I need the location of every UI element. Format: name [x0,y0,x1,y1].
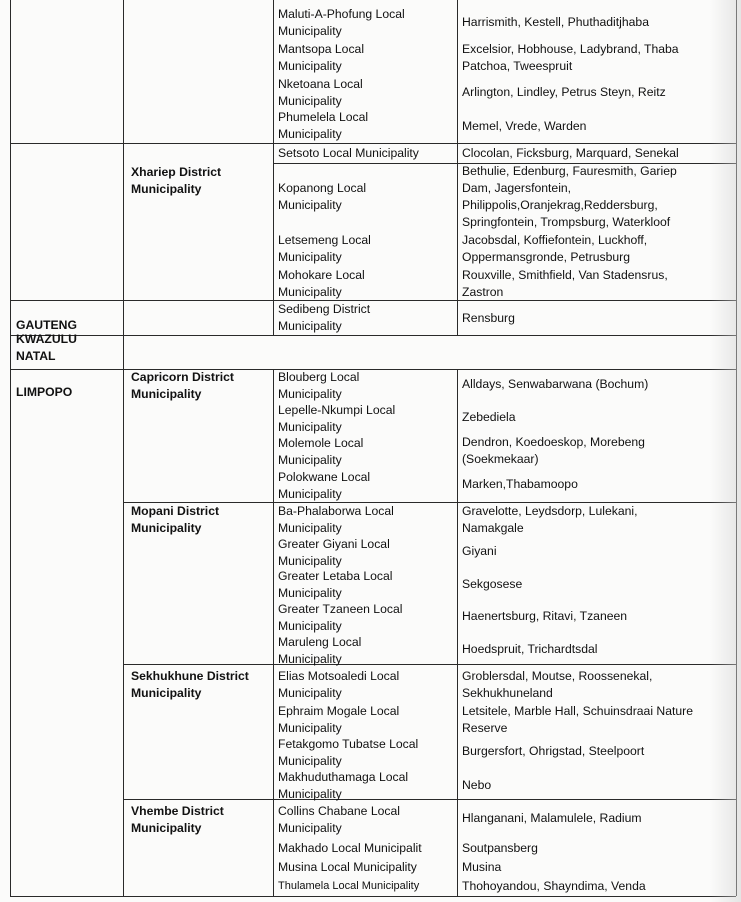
table-row-setsoto-towns-text: Clocolan, Ficksburg, Marquard, Senekal [462,146,679,160]
table-row-nketoana-municipality-text: Nketoana Local [278,77,363,91]
table-row-setsoto-municipality-text: Setsoto Local Municipality [278,146,419,160]
row-divider [273,143,736,144]
table-row-elias-municipality-text: Elias Motsoaledi Local [278,669,400,683]
table-row-fetakgomo-municipality-text: Fetakgomo Tubatse Local [278,737,419,751]
table-row-letsemeng-towns-text: Jacobsdal, Koffiefontein, Luckhoff, [462,233,648,247]
table-row-kopanong-towns-text: Springfontein, Trompsburg, Waterkloof [462,215,671,229]
table-row-tzaneen-municipality-text: Municipality [278,619,342,633]
table-row-tzaneen-municipality-text: Greater Tzaneen Local [278,602,403,616]
table-row-maluti-towns-text: Harrismith, Kestell, Phuthaditjhaba [462,15,649,29]
row-divider [10,369,736,370]
table-row-phumelela-municipality-text: Phumelela Local [278,110,369,124]
table-row-kopanong-towns-text: Philippolis,Oranjekrag,Reddersburg, [462,198,658,212]
table-row-mohokare-municipality-text: Mohokare Local [278,268,365,282]
table-row-makhado-towns-text: Soutpansberg [462,841,538,855]
table-row-blouberg-towns-text: Alldays, Senwabarwana (Bochum) [462,377,649,391]
table-row-ephraim-towns-text: Letsitele, Marble Hall, Schuinsdraai Nature [462,704,693,718]
table-row-sedibeng-province-text: GAUTENG [16,318,77,332]
table-row-mohokare-towns-text: Rouxville, Smithfield, Van Stadensrus, [462,268,668,282]
table-row-mantsopa-towns-text: Patchoa, Tweespruit [462,59,573,73]
table-row-lepelle-towns-text: Zebediela [462,410,516,424]
table-row-baphalaborwa-district-text: Mopani District [131,504,220,518]
table-row-fetakgomo-towns-text: Burgersfort, Ohrigstad, Steelpoort [462,744,645,758]
table-row-sedibeng-municipality-text: Sedibeng District [278,302,371,316]
table-row-giyani-towns-text: Giyani [462,544,497,558]
table-row-elias-municipality-text: Municipality [278,686,342,700]
table-row-kopanong-municipality-text: Kopanong Local [278,181,367,195]
table-row-maluti-municipality-text: Municipality [278,24,342,38]
table-row-letsemeng-municipality-text: Municipality [278,250,342,264]
table-row-elias-towns-text: Sekhukhuneland [462,686,553,700]
column-divider-municipality [273,0,274,335]
column-divider-municipality [273,369,274,896]
table-row-collins-district-text: Municipality [131,821,202,835]
table-row-kopanong-district-text: Municipality [131,182,202,196]
table-row-baphalaborwa-municipality-text: Ba-Phalaborwa Local [278,504,394,518]
table-bottom-border [10,896,736,897]
table-row-collins-towns-text: Hlanganani, Malamulele, Radium [462,811,642,825]
column-divider-district [123,0,124,896]
row-divider [10,335,736,336]
table-row-maluti-municipality-text: Maluti-A-Phofung Local [278,7,405,21]
table-row-lepelle-municipality-text: Municipality [278,420,342,434]
table-row-baphalaborwa-towns-text: Gravelotte, Leydsdorp, Lulekani, [462,504,638,518]
table-row-tzaneen-towns-text: Haenertsburg, Ritavi, Tzaneen [462,609,628,623]
table-row-molemole-towns-text: Dendron, Koedoeskop, Morebeng [462,435,645,449]
table-row-letsemeng-municipality-text: Letsemeng Local [278,233,371,247]
table-row-baphalaborwa-towns-text: Namakgale [462,521,524,535]
table-row-kopanong-towns-text: Bethulie, Edenburg, Fauresmith, Gariep [462,164,677,178]
table-row-fetakgomo-municipality-text: Municipality [278,754,342,768]
table-row-polokwane-municipality-text: Municipality [278,487,342,501]
table-left-border [10,0,11,896]
row-divider [10,300,736,301]
table-row-elias-district-text: Sekhukhune District [131,669,249,683]
table-row-sedibeng-municipality-text: Municipality [278,319,342,333]
table-row-makhuduthamaga-towns-text: Nebo [462,778,492,792]
table-row-collins-district-text: Vhembe District [131,804,224,818]
table-row-kopanong-municipality-text: Municipality [278,198,342,212]
table-row-thulamela-municipality-text: Thulamela Local Municipality [278,880,420,892]
table-row-musina-towns-text: Musina [462,860,502,874]
table-row-maruleng-municipality-text: Municipality [278,652,342,666]
table-row-phumelela-municipality-text: Municipality [278,127,342,141]
table-row-ephraim-municipality-text: Ephraim Mogale Local [278,704,400,718]
table-row-letaba-towns-text: Sekgosese [462,577,523,591]
table-row-elias-towns-text: Groblersdal, Moutse, Roossenekal, [462,669,653,683]
row-divider [123,664,736,665]
table-row-molemole-towns-text: (Soekmekaar) [462,452,539,466]
table-row-maruleng-municipality-text: Maruleng Local [278,635,362,649]
table-row-molemole-municipality-text: Municipality [278,453,342,467]
row-divider [123,502,736,503]
column-divider-towns [457,369,458,896]
table-row-makhuduthamaga-municipality-text: Municipality [278,787,342,801]
table-row-maruleng-towns-text: Hoedspruit, Trichardtsdal [462,642,598,656]
table-row-collins-municipality-text: Municipality [278,821,342,835]
table-row-blouberg-district-text: Capricorn District [131,370,234,384]
table-row-phumelela-towns-text: Memel, Vrede, Warden [462,119,587,133]
table-row-letaba-municipality-text: Municipality [278,586,342,600]
table-row-lepelle-municipality-text: Lepelle-Nkumpi Local [278,403,396,417]
table-row-kzn-province-text: NATAL [16,349,56,363]
table-row-letaba-municipality-text: Greater Letaba Local [278,569,393,583]
table-row-mantsopa-municipality-text: Mantsopa Local [278,42,365,56]
column-divider-towns [457,0,458,335]
table-row-ephraim-municipality-text: Municipality [278,721,342,735]
table-row-blouberg-district-text: Municipality [131,387,202,401]
table-row-mohokare-municipality-text: Municipality [278,285,342,299]
table-row-ephraim-towns-text: Reserve [462,721,508,735]
table-row-makhado-municipality-text: Makhado Local Municipalit [278,841,422,855]
table-row-blouberg-province-text: LIMPOPO [16,385,73,399]
table-row-collins-municipality-text: Collins Chabane Local [278,804,400,818]
table-row-baphalaborwa-district-text: Municipality [131,521,202,535]
table-row-kopanong-district-text: Xhariep District [131,165,222,179]
table-row-molemole-municipality-text: Molemole Local [278,436,364,450]
table-row-nketoana-towns-text: Arlington, Lindley, Petrus Steyn, Reitz [462,85,666,99]
table-row-polokwane-municipality-text: Polokwane Local [278,470,371,484]
table-row-letsemeng-towns-text: Oppermansgronde, Petrusburg [462,250,631,264]
table-row-makhuduthamaga-municipality-text: Makhuduthamaga Local [278,770,409,784]
table-row-blouberg-municipality-text: Blouberg Local [278,370,360,384]
table-row-mohokare-towns-text: Zastron [462,285,504,299]
table-row-giyani-municipality-text: Greater Giyani Local [278,537,390,551]
table-row-giyani-municipality-text: Municipality [278,554,342,568]
table-row-polokwane-towns-text: Marken,Thabamoopo [462,477,578,491]
table-row-mantsopa-towns-text: Excelsior, Hobhouse, Ladybrand, Thaba [462,42,679,56]
table-row-sedibeng-towns-text: Rensburg [462,311,515,325]
table-row-thulamela-towns-text: Thohoyandou, Shayndima, Venda [462,879,646,893]
scan-edge-shadow [710,0,741,902]
table-row-musina-municipality-text: Musina Local Municipality [278,860,417,874]
row-divider [123,799,736,800]
table-row-baphalaborwa-municipality-text: Municipality [278,521,342,535]
table-row-kzn-province-text: KWAZULU [16,332,77,346]
table-row-blouberg-municipality-text: Municipality [278,387,342,401]
row-divider [10,143,273,144]
table-row-mantsopa-municipality-text: Municipality [278,59,342,73]
table-row-elias-district-text: Municipality [131,686,202,700]
table-row-nketoana-municipality-text: Municipality [278,94,342,108]
table-row-kopanong-towns-text: Dam, Jagersfontein, [462,181,572,195]
